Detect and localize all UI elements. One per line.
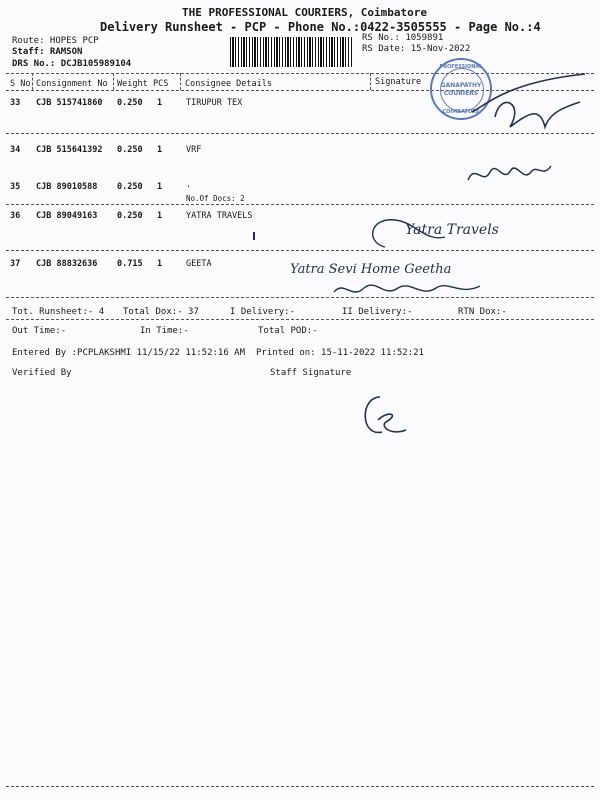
signature-row-35 bbox=[465, 158, 555, 188]
staff-label: Staff: RAMSON bbox=[12, 47, 83, 57]
in-time: In Time:- bbox=[140, 326, 189, 336]
rs-number: RS No.: 1059891 bbox=[362, 33, 444, 43]
stamp-text-bottom: COIMBATORE bbox=[442, 109, 480, 115]
stamp-text-mid: GANAPATHY bbox=[440, 82, 482, 89]
row-divider bbox=[6, 204, 594, 205]
tot-runsheet: Tot. Runsheet:- 4 bbox=[12, 307, 105, 317]
column-divider bbox=[370, 73, 371, 90]
company-title: THE PROFESSIONAL COURIERS, Coimbatore bbox=[182, 6, 428, 19]
col-header-weight: Weight bbox=[117, 79, 148, 89]
rs-date: RS Date: 15-Nov-2022 bbox=[362, 44, 471, 54]
signature-row-33 bbox=[470, 72, 590, 142]
row-pcs: 1 bbox=[157, 98, 163, 108]
out-time: Out Time:- bbox=[12, 326, 67, 336]
row-consignee: TIRUPUR TEX bbox=[186, 98, 243, 108]
row-sno: 37 bbox=[10, 259, 21, 269]
rtn-dox: RTN Dox:- bbox=[458, 307, 507, 317]
signature-row-37-second bbox=[330, 278, 490, 300]
barcode bbox=[230, 37, 352, 67]
row-consignee: GEETA bbox=[186, 259, 212, 269]
col-header-signature: Signature bbox=[375, 77, 422, 87]
column-divider bbox=[32, 73, 33, 90]
runsheet-subtitle: Delivery Runsheet - PCP - Phone No.:0422-3505555 - Page No.:4 bbox=[100, 20, 541, 34]
col-header-consignee: Consignee Details bbox=[185, 79, 272, 89]
row-pcs: 1 bbox=[157, 211, 163, 221]
row-consignment: CJB 88832636 bbox=[36, 259, 98, 269]
row-consignment: CJB 89049163 bbox=[36, 211, 98, 221]
row-consignment: CJB 515741860 bbox=[36, 98, 103, 108]
row-consignee: VRF bbox=[186, 145, 202, 155]
row-weight: 0.250 bbox=[117, 211, 143, 221]
row-sno: 35 bbox=[10, 182, 21, 192]
signature-row-37: Yatra Sevi Home Geetha bbox=[290, 262, 452, 277]
row-sno: 34 bbox=[10, 145, 21, 155]
col-header-pcs: PCS bbox=[153, 79, 169, 89]
stamp-text-top: PROFESSIONAL bbox=[439, 64, 483, 70]
total-pod: Total POD:- bbox=[258, 326, 318, 336]
row-consignee: YATRA TRAVELS bbox=[186, 211, 253, 221]
row-weight: 0.250 bbox=[117, 98, 143, 108]
row-weight: 0.250 bbox=[117, 182, 143, 192]
staff-signature bbox=[360, 392, 410, 442]
row-sno: 33 bbox=[10, 98, 21, 108]
row-weight: 0.715 bbox=[117, 259, 143, 269]
row-pcs: 1 bbox=[157, 182, 163, 192]
total-dox: Total Dox:- 37 bbox=[123, 307, 199, 317]
column-divider bbox=[180, 73, 181, 90]
row-consignment: CJB 515641392 bbox=[36, 145, 103, 155]
signature-row-36: Yatra Travels bbox=[405, 222, 499, 238]
row-consignee: . bbox=[186, 180, 192, 190]
drs-number: DRS No.: DCJB105989104 bbox=[12, 59, 132, 69]
printed-on: Printed on: 15-11-2022 11:52:21 bbox=[256, 348, 424, 358]
row-sno: 36 bbox=[10, 211, 21, 221]
column-divider bbox=[113, 73, 114, 90]
row-pcs: 1 bbox=[157, 259, 163, 269]
ink-mark bbox=[253, 232, 255, 240]
row-doc-count: No.Of Docs: 2 bbox=[186, 194, 245, 203]
verified-by: Verified By bbox=[12, 368, 72, 378]
summary-divider bbox=[6, 319, 594, 320]
row-consignment: CJB 89010588 bbox=[36, 182, 98, 192]
row-pcs: 1 bbox=[157, 145, 163, 155]
col-header-consignment: Consignment No bbox=[36, 79, 108, 89]
col-header-sno: S No bbox=[10, 79, 31, 89]
row-divider bbox=[6, 250, 594, 251]
ii-delivery: II Delivery:- bbox=[342, 307, 413, 317]
route-label: Route: HOPES PCP bbox=[12, 36, 99, 46]
stamp-text-mid2: COURIERS bbox=[443, 90, 479, 97]
entered-by: Entered By :PCPLAKSHMI 11/15/22 11:52:16 AM bbox=[12, 348, 245, 358]
page-bottom-border bbox=[6, 786, 594, 787]
table-bottom-border bbox=[6, 297, 594, 298]
i-delivery: I Delivery:- bbox=[230, 307, 296, 317]
staff-signature-label: Staff Signature bbox=[270, 368, 352, 378]
row-weight: 0.250 bbox=[117, 145, 143, 155]
